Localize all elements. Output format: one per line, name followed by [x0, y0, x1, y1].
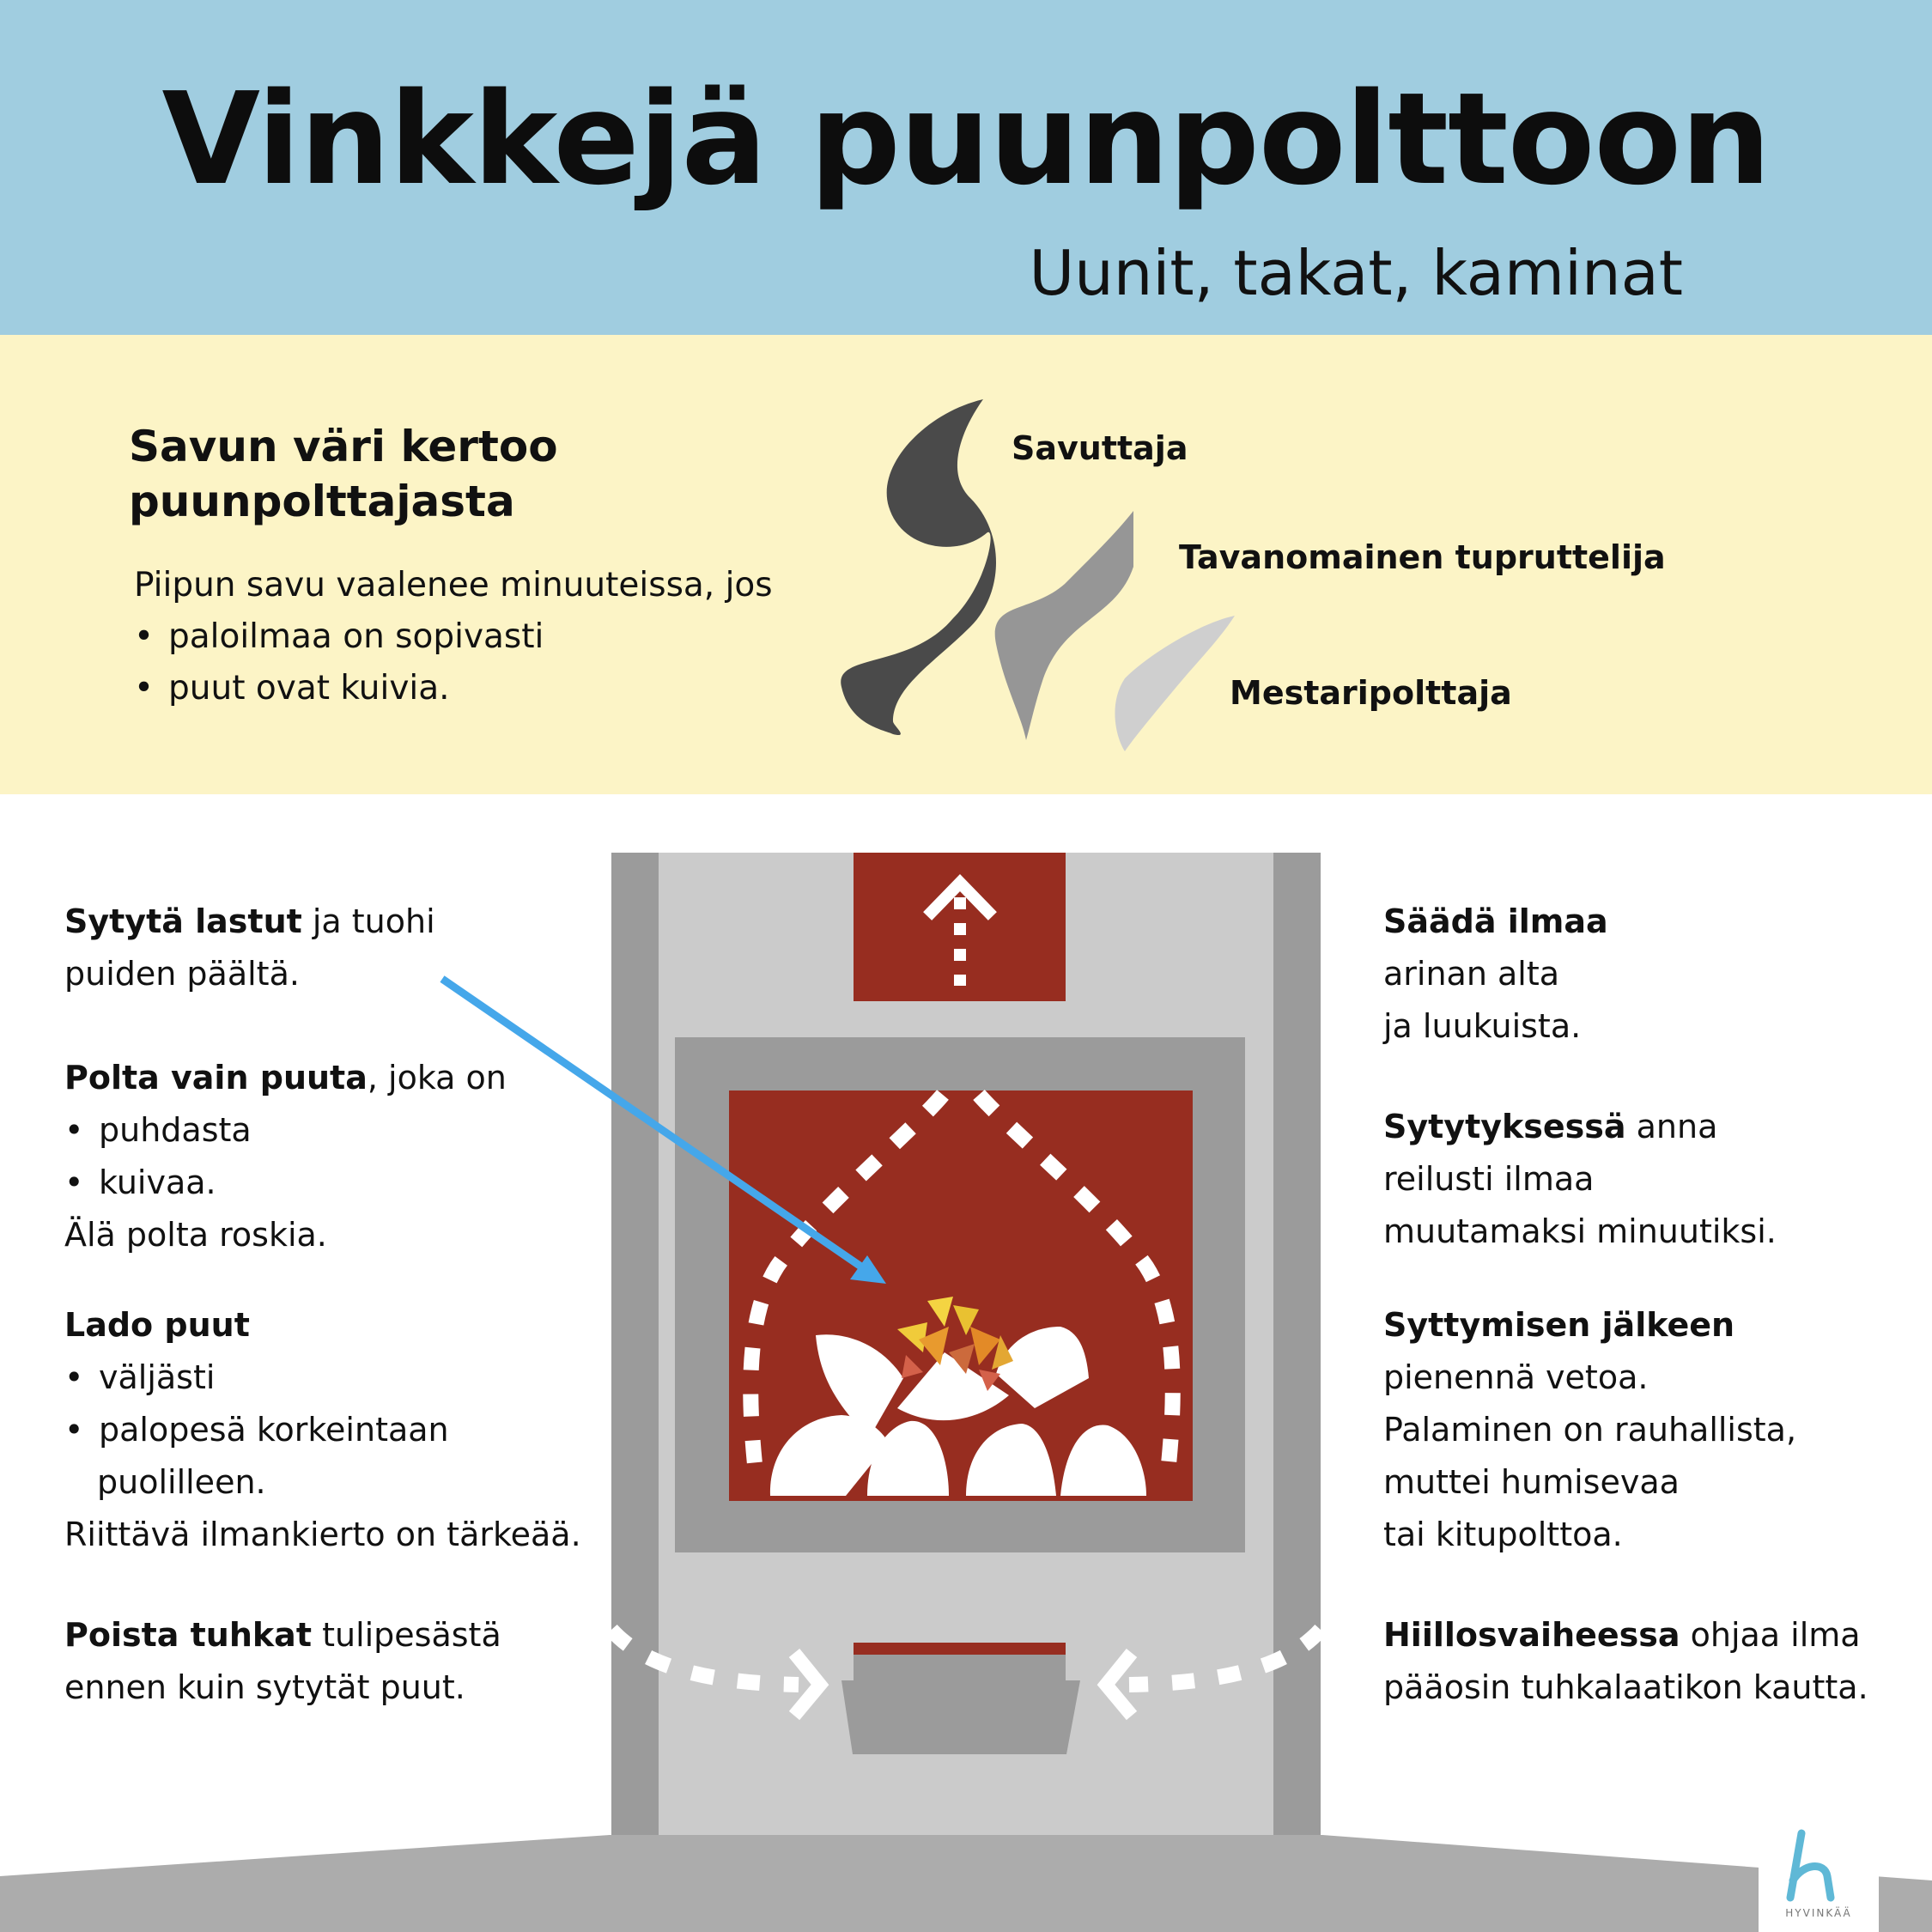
- smoke-intro: Piipun savu vaalenee minuuteissa, jos: [134, 566, 773, 605]
- tip-after-ignition-line: Palaminen on rauhallista,: [1383, 1411, 1797, 1449]
- tip-stack-logs-bullet: • palopesä korkeintaan: [64, 1404, 581, 1456]
- tip-burn-wood-bullet: • kuivaa.: [64, 1157, 507, 1209]
- tip-remove-ash: [64, 1609, 501, 1714]
- smoke-plume-light: [1115, 616, 1235, 751]
- smoke-heading-line: Savun väri kertoo: [129, 422, 558, 471]
- stove-edge-left: [611, 853, 659, 1835]
- tip-adjust-air-line: arinan alta: [1383, 955, 1560, 993]
- page-subtitle: Uunit, takat, kaminat: [1029, 237, 1683, 309]
- tip-embers: [1383, 1609, 1868, 1714]
- tip-burn-wood-rest: , joka on: [367, 1059, 507, 1097]
- smoke-bullet: • puut ovat kuivia.: [134, 663, 773, 714]
- tip-remove-ash-rest: tulipesästä: [312, 1616, 501, 1654]
- tip-ignition-air-line: reilusti ilmaa: [1383, 1160, 1595, 1198]
- stove-edge-right: [1273, 853, 1321, 1835]
- tip-ignite-line: puiden päältä.: [64, 955, 300, 993]
- tip-adjust-air: [1383, 896, 1608, 1053]
- tip-stack-logs: [64, 1299, 581, 1561]
- tip-after-ignition-line: tai kitupolttoa.: [1383, 1516, 1623, 1553]
- smoke-bullet: • paloilmaa on sopivasti: [134, 611, 773, 663]
- tip-stack-logs-after: Riittävä ilmankierto on tärkeää.: [64, 1516, 581, 1553]
- smoke-heading-line: puunpolttajasta: [129, 477, 515, 526]
- tip-stack-logs-bullet: • väljästi: [64, 1352, 581, 1404]
- tip-after-ignition: [1383, 1299, 1796, 1561]
- tip-ignition-air-line: muutamaksi minuutiksi.: [1383, 1212, 1777, 1250]
- tip-after-ignition-line: muttei humisevaa: [1383, 1463, 1680, 1501]
- tip-burn-wood-bold: Polta vain puuta: [64, 1059, 368, 1097]
- smoke-label-savuttaja: Savuttaja: [1012, 429, 1188, 467]
- smoke-plume-mid: [995, 511, 1133, 740]
- tip-remove-ash-bold: Poista tuhkat: [64, 1616, 312, 1654]
- tip-ignite-rest: ja tuohi: [301, 902, 435, 940]
- tip-stack-logs-bold: Lado puut: [64, 1306, 250, 1344]
- tip-embers-line: pääosin tuhkalaatikon kautta.: [1383, 1668, 1868, 1706]
- smoke-label-mestaripolttaja: Mestaripolttaja: [1230, 674, 1512, 712]
- tip-adjust-air-line: ja luukuista.: [1383, 1007, 1582, 1045]
- tip-stack-logs-bullet-cont: puolilleen.: [97, 1463, 266, 1501]
- smoke-label-tupruttelija: Tavanomainen tupruttelija: [1179, 538, 1666, 576]
- smoke-plume-dark: [841, 399, 996, 735]
- tip-burn-wood: [64, 1052, 507, 1261]
- tip-ignition-air-rest: anna: [1625, 1108, 1718, 1145]
- tip-embers-bold: Hiillosvaiheessa: [1383, 1616, 1680, 1654]
- tip-ignite: [64, 896, 435, 1000]
- tip-after-ignition-bold: Syttymisen jälkeen: [1383, 1306, 1735, 1344]
- ash-drawer-lip: [854, 1655, 1066, 1680]
- ash-drawer: [841, 1680, 1080, 1754]
- ash-drawer-slot: [854, 1643, 1066, 1655]
- tip-embers-rest: ohjaa ilma: [1680, 1616, 1861, 1654]
- tip-adjust-air-bold: Säädä ilmaa: [1383, 902, 1608, 940]
- tip-ignition-air: [1383, 1101, 1777, 1258]
- tip-ignition-air-bold: Sytytyksessä: [1383, 1108, 1626, 1145]
- tip-after-ignition-line: pienennä vetoa.: [1383, 1358, 1649, 1396]
- tip-burn-wood-bullet: • puhdasta: [64, 1104, 507, 1157]
- floor: [0, 1835, 1932, 1932]
- page-title: Vinkkejä puunpolttoon: [161, 65, 1771, 213]
- tip-burn-wood-after: Älä polta roskia.: [64, 1216, 327, 1254]
- tip-remove-ash-line: ennen kuin sytytät puut.: [64, 1668, 465, 1706]
- logo-text: HYVINKÄÄ: [1785, 1907, 1852, 1919]
- tip-ignite-bold: Sytytä lastut: [64, 902, 302, 940]
